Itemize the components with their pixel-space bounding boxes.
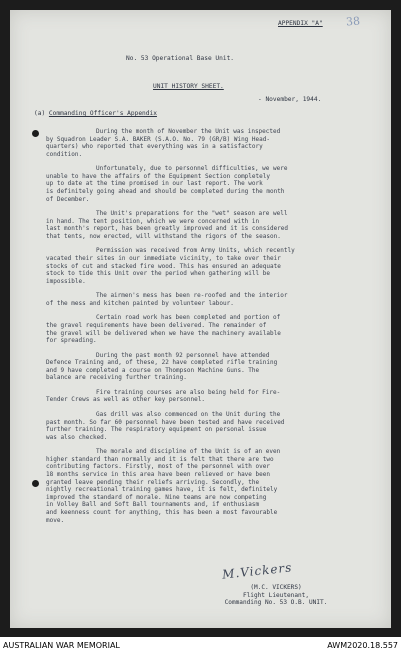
archive-footer bbox=[0, 637, 401, 653]
signature-block bbox=[216, 584, 336, 607]
paragraph: Unfortunately, due to personnel difficulties, we were unable to have the affairs of the Equipment Section completely up to date at the time promised in our last report. The work is definitely going ahead and should be completed during the month of December. bbox=[46, 165, 288, 203]
paragraph: The morale and discipline of the Unit is of an even higher standard than normally and it is felt that there are two contributing factors. Firstly, most of the personnel with over 18 months service in this area have been relieved or have been granted leave pending their reliefs arriving. Secondly, the nightly recreational training games have, it is felt, definitely improved the standard of morale. Nine teams are now competing in Volley Ball and Soft Ball tournaments and, if enthusiasm and keenness count for anything, this has been a most favourable move. bbox=[46, 448, 281, 524]
paragraph: The airmen's mess has been re-roofed and the interior of the mess and kitchen painted by volunteer labour. bbox=[46, 292, 288, 307]
signatory-name: (M.C. VICKERS) bbox=[250, 584, 302, 591]
paragraph: Permission was received from Army Units, which recently vacated their sites in our immediate vicinity, to take over their stocks of cut and stacked fire wood. This has ensured an adequate stock to tide this Unit over the period when gathering will be impossible. bbox=[46, 247, 295, 285]
paragraph: Gas drill was also commenced on the Unit during the past month. So far 60 personnel have been tested and have received further training. The respiratory equipment on personal issue was also checked. bbox=[46, 410, 285, 441]
punch-hole bbox=[32, 130, 39, 137]
document-page bbox=[10, 10, 391, 628]
section-label: (a) bbox=[34, 110, 46, 117]
paragraph: Fire training courses are also being held for Fire- Tender Crews as well as other key personnel. bbox=[46, 388, 281, 404]
appendix-label: APPENDIX "A" bbox=[278, 20, 323, 27]
signatory-rank: Flight Lieutenant, bbox=[242, 591, 310, 599]
footer-accession-number: AWM2020.18.557 bbox=[327, 641, 398, 650]
paragraph: The Unit's preparations for the "wet" season are well in hand. The tent position, which we were concerned with in last month's report, has been greatly improved and it is considered that tents, now erected, will withstand the rigors of the season. bbox=[46, 210, 289, 240]
paragraph: Certain road work has been completed and portion of the gravel requirements have been delivered. The remainder of the gravel will be delivered when we have the machinery available for spreading. bbox=[46, 314, 281, 345]
section-heading bbox=[34, 110, 157, 117]
footer-institution: AUSTRALIAN WAR MEMORIAL bbox=[3, 641, 120, 650]
sheet-title: UNIT HISTORY SHEET. bbox=[153, 83, 224, 90]
unit-name: No. 53 Operational Base Unit. bbox=[126, 55, 235, 62]
paragraph: During the month of November the Unit was inspected by Squadron Leader S.A. BAKER (S.A.O. No. 79 (GR/B) Wing Head- quarters) who reported that everything was in a satisfactory condition. bbox=[46, 128, 281, 158]
archive-number-stamp: 38 bbox=[345, 14, 361, 29]
section-title: Commanding Officer's Appendix bbox=[48, 110, 157, 117]
handwritten-signature: M.Vickers bbox=[221, 560, 293, 582]
paragraph: During the past month 92 personnel have attended Defence Training and, of these, 22 have completed rifle training and 9 have completed a course on Thompson Machine Guns. The balance are receiving further training. bbox=[46, 351, 278, 382]
signatory-role: Commanding No. 53 O.B. UNIT. bbox=[224, 599, 328, 606]
punch-hole bbox=[32, 480, 39, 487]
document-date: - November, 1944. bbox=[258, 96, 322, 103]
document-body bbox=[46, 128, 376, 531]
